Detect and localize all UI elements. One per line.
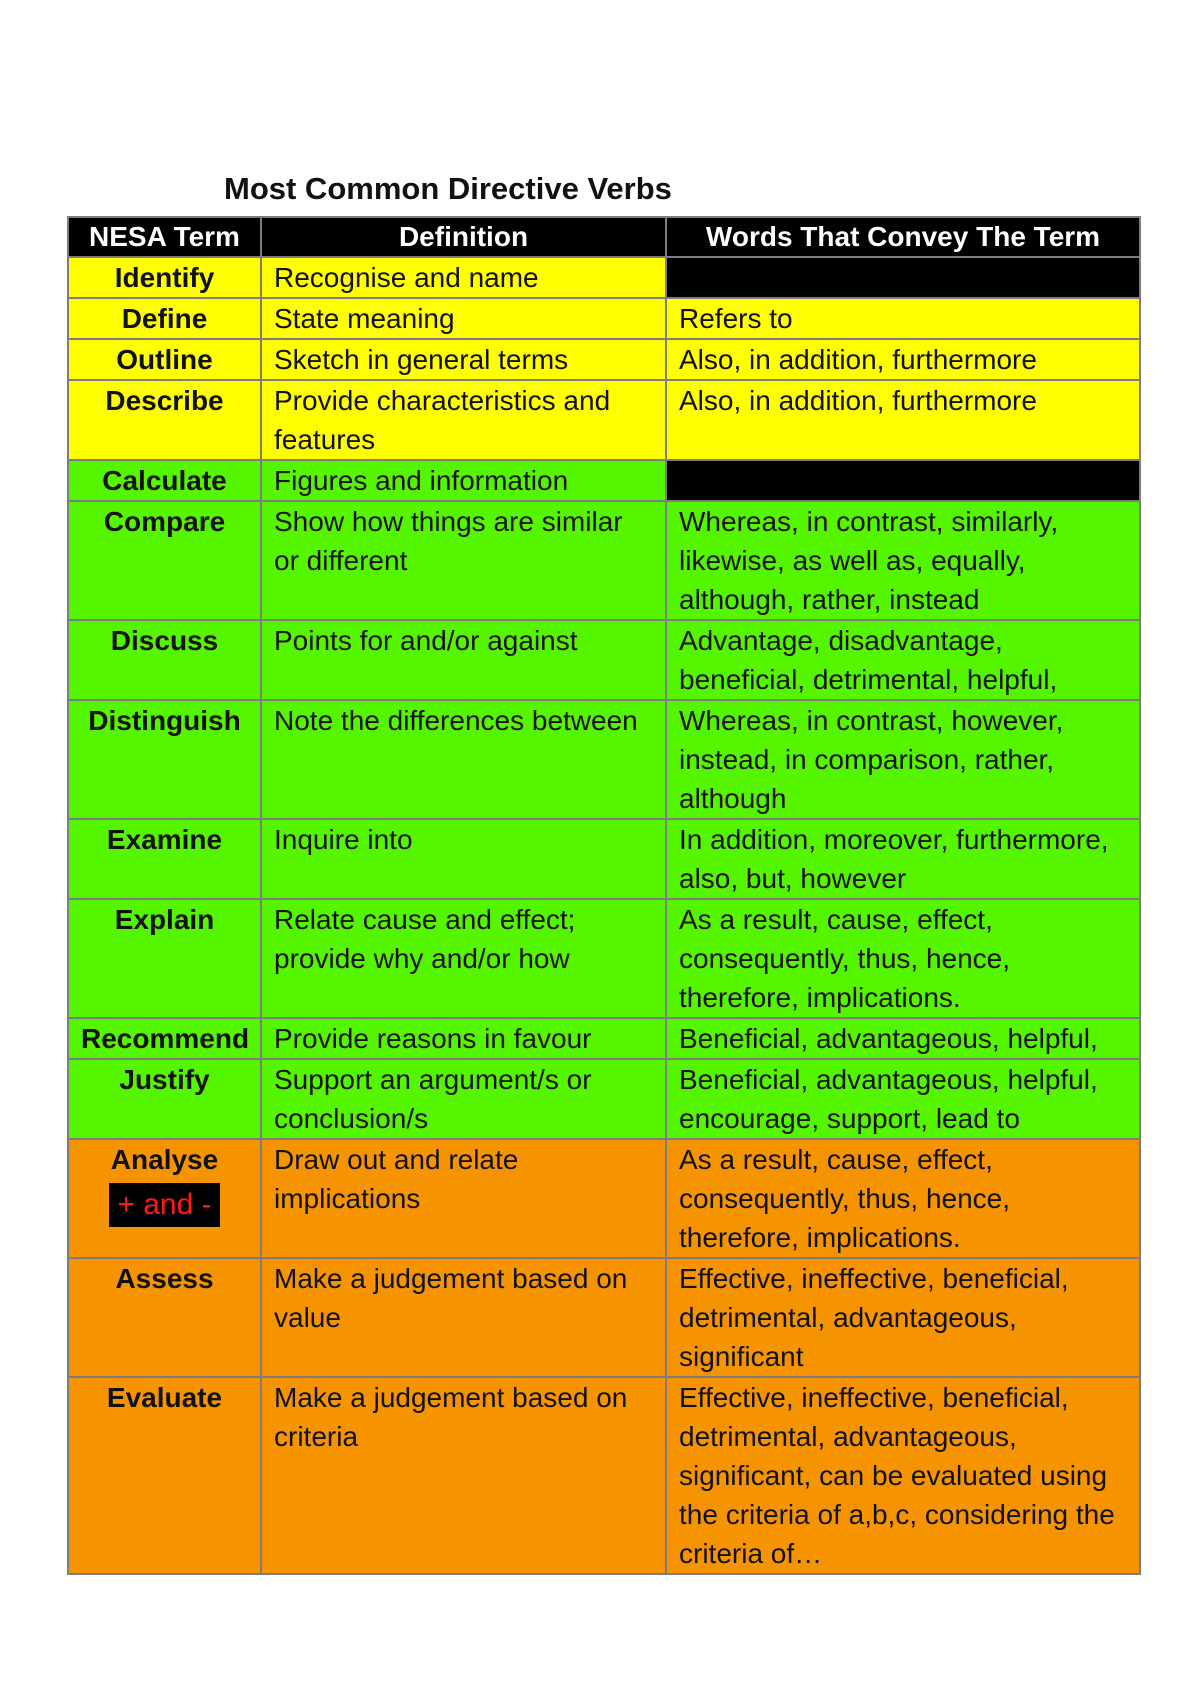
header-nesa-term: NESA Term (68, 217, 261, 257)
definition-cell: Sketch in general terms (261, 339, 666, 380)
table-row (68, 380, 1140, 460)
term-cell: Calculate (68, 460, 261, 501)
table-row (68, 620, 1140, 700)
definition-cell: State meaning (261, 298, 666, 339)
term-cell: Identify (68, 257, 261, 298)
pros-cons-badge: + and - (109, 1183, 219, 1227)
header-definition: Definition (261, 217, 666, 257)
words-cell: Beneficial, advantageous, helpful, encourage, support, lead to (666, 1059, 1140, 1139)
term-cell-with-badge (68, 1139, 261, 1258)
definition-cell: Points for and/or against (261, 620, 666, 700)
definition-cell: Draw out and relate implications (261, 1139, 666, 1258)
table-row (68, 819, 1140, 899)
words-cell: Whereas, in contrast, however, instead, in comparison, rather, although (666, 700, 1140, 819)
term-cell: Outline (68, 339, 261, 380)
term-cell: Justify (68, 1059, 261, 1139)
term-cell: Evaluate (68, 1377, 261, 1574)
table-row (68, 1377, 1140, 1574)
words-cell: Advantage, disadvantage, beneficial, detrimental, helpful, (666, 620, 1140, 700)
definition-cell: Make a judgement based on value (261, 1258, 666, 1377)
term-cell: Discuss (68, 620, 261, 700)
definition-cell: Show how things are similar or different (261, 501, 666, 620)
term-cell: Distinguish (68, 700, 261, 819)
words-cell: In addition, moreover, furthermore, also, but, however (666, 819, 1140, 899)
term-label: Analyse (110, 1144, 219, 1175)
table-row (68, 899, 1140, 1018)
table-row (68, 257, 1140, 298)
table-header-row (68, 217, 1140, 257)
table-row (68, 700, 1140, 819)
words-cell: Also, in addition, furthermore (666, 339, 1140, 380)
definition-cell: Recognise and name (261, 257, 666, 298)
words-cell: Whereas, in contrast, similarly, likewise, as well as, equally, although, rather, instead (666, 501, 1140, 620)
definition-cell: Support an argument/s or conclusion/s (261, 1059, 666, 1139)
term-cell: Explain (68, 899, 261, 1018)
term-cell: Describe (68, 380, 261, 460)
table-row (68, 1059, 1140, 1139)
table-row (68, 460, 1140, 501)
table-row (68, 339, 1140, 380)
table-row (68, 1139, 1140, 1258)
definition-cell: Note the differences between (261, 700, 666, 819)
directive-verbs-table (67, 216, 1141, 1575)
definition-cell: Relate cause and effect; provide why and/or how (261, 899, 666, 1018)
definition-cell: Make a judgement based on criteria (261, 1377, 666, 1574)
term-cell: Compare (68, 501, 261, 620)
words-cell: As a result, cause, effect, consequently, thus, hence, therefore, implications. (666, 899, 1140, 1018)
table-row (68, 501, 1140, 620)
definition-cell: Figures and information (261, 460, 666, 501)
words-cell: Beneficial, advantageous, helpful, (666, 1018, 1140, 1059)
words-cell: As a result, cause, effect, consequently, thus, hence, therefore, implications. (666, 1139, 1140, 1258)
definition-cell: Provide characteristics and features (261, 380, 666, 460)
words-cell: Effective, ineffective, beneficial, detrimental, advantageous, significant, can be evaluated using the criteria of a,b,c, considering the criteria of… (666, 1377, 1140, 1574)
words-cell: Refers to (666, 298, 1140, 339)
definition-cell: Inquire into (261, 819, 666, 899)
term-cell: Examine (68, 819, 261, 899)
document-title: Most Common Directive Verbs (224, 171, 672, 206)
table-row (68, 1258, 1140, 1377)
term-cell: Recommend (68, 1018, 261, 1059)
header-words: Words That Convey The Term (666, 217, 1140, 257)
words-cell: Also, in addition, furthermore (666, 380, 1140, 460)
term-cell: Define (68, 298, 261, 339)
definition-cell: Provide reasons in favour (261, 1018, 666, 1059)
term-cell: Assess (68, 1258, 261, 1377)
table-row (68, 298, 1140, 339)
words-cell: Effective, ineffective, beneficial, detrimental, advantageous, significant (666, 1258, 1140, 1377)
words-cell-blank (666, 460, 1140, 501)
words-cell-blank (666, 257, 1140, 298)
table-row (68, 1018, 1140, 1059)
